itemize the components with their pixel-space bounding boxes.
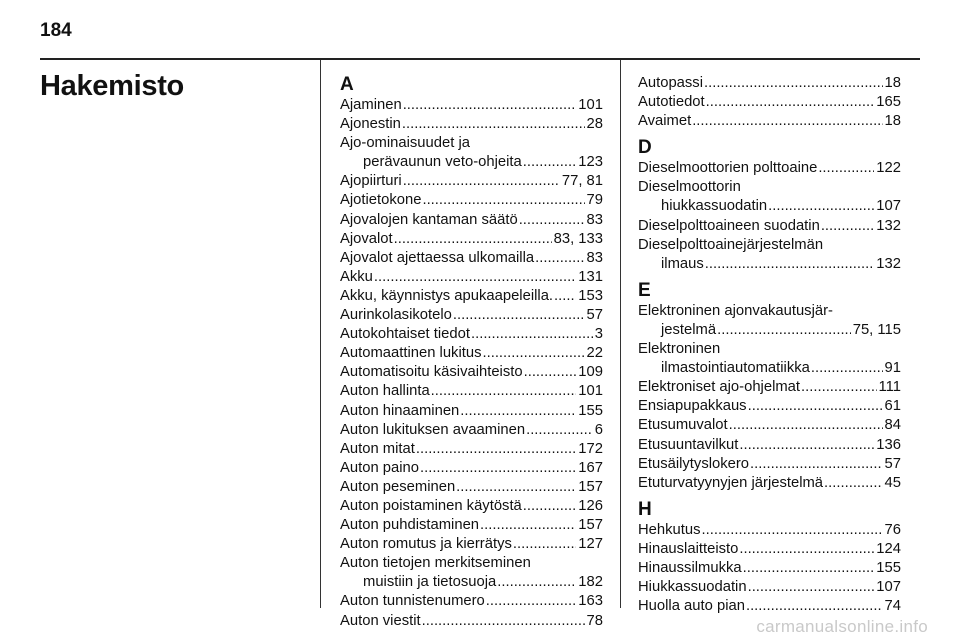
index-entry	[340, 325, 603, 344]
entry-page: 83	[586, 211, 603, 228]
index-entry	[638, 436, 901, 455]
entry-text: Ajovalot	[340, 230, 393, 247]
dot-leader	[824, 474, 882, 493]
entry-page: 167	[578, 459, 603, 476]
dot-leader	[811, 359, 883, 378]
entry-text: Huolla auto pian	[638, 598, 745, 615]
index-entry	[638, 578, 901, 597]
entry-page: 57	[884, 455, 901, 472]
entry-text: Etusuuntavilkut	[638, 436, 739, 453]
dot-leader	[471, 325, 593, 344]
entry-page: 107	[876, 198, 901, 215]
entry-line	[638, 359, 901, 378]
index-entry	[638, 302, 901, 340]
index-entry	[638, 178, 901, 216]
entry-page: 78	[586, 612, 603, 629]
dot-leader	[482, 344, 584, 363]
index-entry	[340, 249, 603, 268]
dot-leader	[497, 573, 576, 592]
entry-text: Hiukkassuodatin	[638, 579, 747, 596]
dot-leader	[456, 478, 576, 497]
entry-text: Etuturvatyynyjen järjestelmä	[638, 474, 824, 491]
dot-leader	[750, 455, 883, 474]
dot-leader	[746, 597, 883, 616]
entry-text: ilmaus	[661, 255, 704, 272]
entry-line	[638, 416, 901, 435]
dot-leader	[554, 287, 576, 306]
entry-line	[340, 402, 603, 421]
entry-page: 122	[876, 160, 901, 177]
entry-text: Etusäilytyslokero	[638, 455, 750, 472]
entry-line	[340, 344, 603, 363]
entry-text: Ajotietokone	[340, 192, 422, 209]
index-entry	[340, 382, 603, 401]
entry-line	[638, 436, 901, 455]
entry-page: 6	[594, 421, 603, 438]
entry-page: 28	[586, 116, 603, 133]
entry-page: 18	[884, 113, 901, 130]
dot-leader	[460, 402, 576, 421]
index-entry	[638, 217, 901, 236]
dot-leader	[768, 197, 874, 216]
entry-line	[340, 363, 603, 382]
entry-line	[638, 321, 901, 340]
index-entry	[340, 96, 603, 115]
dot-leader	[748, 578, 875, 597]
entry-text: Dieselmoottorien polttoaine	[638, 160, 818, 177]
entry-line	[638, 559, 901, 578]
entry-line	[340, 592, 603, 611]
entry-text: Hinaussilmukka	[638, 559, 742, 576]
entry-line	[638, 578, 901, 597]
entry-page: 132	[876, 217, 901, 234]
index-entry	[638, 540, 901, 559]
dot-leader	[729, 416, 883, 435]
index-entry	[638, 112, 901, 131]
index-entry	[638, 74, 901, 93]
entry-line	[638, 159, 901, 178]
entry-line	[340, 249, 603, 268]
dot-leader	[535, 249, 584, 268]
entry-page: 157	[578, 478, 603, 495]
index-entry	[340, 612, 603, 631]
entry-line	[340, 211, 603, 230]
dot-leader	[717, 321, 851, 340]
entry-line	[340, 459, 603, 478]
entry-text: Auton lukituksen avaaminen	[340, 421, 526, 438]
dot-leader	[403, 96, 577, 115]
entry-line	[638, 455, 901, 474]
entry-page: 57	[586, 307, 603, 324]
watermark: carmanualsonline.info	[756, 617, 928, 636]
entry-line	[638, 540, 901, 559]
entry-line	[340, 230, 603, 249]
entry-line	[340, 96, 603, 115]
entry-page: 101	[578, 383, 603, 400]
dot-leader	[402, 115, 585, 134]
entry-heading: Ajo-ominaisuudet ja	[340, 135, 470, 152]
entry-line	[340, 516, 603, 535]
entry-line	[638, 74, 901, 93]
entry-text: Autotiedot	[638, 94, 705, 111]
section-letter: A	[340, 74, 354, 95]
entry-text: Autokohtaiset tiedot	[340, 326, 470, 343]
entry-text: Auton poistaminen käytöstä	[340, 497, 522, 514]
dot-leader	[431, 382, 577, 401]
entry-page: 126	[578, 497, 603, 514]
dot-leader	[705, 255, 875, 274]
entry-line	[638, 397, 901, 416]
entry-line	[638, 197, 901, 216]
entry-text: Auton hallinta	[340, 383, 430, 400]
entry-line	[340, 172, 603, 191]
index-column-2	[638, 74, 901, 616]
entry-text: Hinauslaitteisto	[638, 540, 739, 557]
index-entry	[340, 402, 603, 421]
entry-page: 131	[578, 268, 603, 285]
entry-page: 163	[578, 593, 603, 610]
entry-text: Autopassi	[638, 75, 703, 91]
entry-line	[340, 440, 603, 459]
entry-line	[340, 325, 603, 344]
index-entry	[340, 211, 603, 230]
index-entry	[638, 340, 901, 378]
entry-text: Auton tunnistenumero	[340, 593, 485, 610]
entry-heading: Auton tietojen merkitseminen	[340, 555, 531, 572]
entry-page: 84	[884, 417, 901, 434]
entry-page: 127	[578, 536, 603, 553]
entry-text: Akku, käynnistys apukaapeleilla.	[340, 287, 554, 304]
dot-leader	[519, 211, 585, 230]
index-entry	[340, 592, 603, 611]
dot-leader	[748, 397, 883, 416]
index-entry	[340, 497, 603, 516]
dot-leader	[416, 440, 576, 459]
dot-leader	[801, 378, 876, 397]
entry-text: Auton hinaaminen	[340, 402, 460, 419]
entry-line	[340, 612, 603, 631]
entry-line	[638, 378, 901, 397]
entry-text: Akku	[340, 268, 373, 285]
dot-leader	[453, 306, 585, 325]
entry-text: Etusumuvalot	[638, 417, 728, 434]
index-entry	[340, 363, 603, 382]
index-entry	[638, 93, 901, 112]
entry-line	[638, 597, 901, 616]
entry-text: Avaimet	[638, 113, 692, 130]
entry-page: 18	[884, 75, 901, 91]
entry-text: Ajovalot ajettaessa ulkomailla	[340, 249, 535, 266]
entry-page: 74	[884, 598, 901, 615]
entry-page: 165	[876, 94, 901, 111]
entry-page: 61	[884, 398, 901, 415]
index-entry	[340, 268, 603, 287]
entry-text: Aurinkolasikotelo	[340, 307, 452, 324]
entry-page: 107	[876, 579, 901, 596]
entry-text: Ajonestin	[340, 116, 401, 133]
dot-leader	[526, 421, 593, 440]
index-entry	[638, 474, 901, 493]
section-letter: H	[638, 498, 652, 520]
entry-line	[340, 268, 603, 287]
entry-text: Ajopiirturi	[340, 173, 402, 190]
entry-text: Auton puhdistaminen	[340, 517, 480, 534]
index-entry	[638, 236, 901, 274]
entry-text: Auton peseminen	[340, 478, 456, 495]
dot-leader	[706, 93, 875, 112]
entry-text: Auton paino	[340, 459, 419, 476]
index-entry	[340, 287, 603, 306]
entry-line	[638, 521, 901, 540]
entry-line	[340, 306, 603, 325]
entry-heading: Elektroninen ajonvakautusjär-	[638, 302, 833, 319]
index-entry	[340, 191, 603, 210]
dot-leader	[422, 612, 585, 631]
index-entry	[340, 421, 603, 440]
entry-text: perävaunun veto-ohjeita	[363, 154, 522, 171]
entry-page: 157	[578, 517, 603, 534]
entry-page: 76	[884, 521, 901, 538]
entry-text: Ajaminen	[340, 97, 402, 113]
entry-line	[340, 478, 603, 497]
entry-page: 109	[578, 364, 603, 381]
entry-text: Ensiapupakkaus	[638, 398, 747, 415]
dot-leader	[739, 436, 874, 455]
entry-page: 101	[578, 97, 603, 113]
index-entry	[340, 459, 603, 478]
entry-line	[340, 421, 603, 440]
entry-line	[340, 382, 603, 401]
entry-page: 124	[876, 540, 901, 557]
entry-page: 123	[578, 154, 603, 171]
dot-leader	[420, 459, 576, 478]
dot-leader	[374, 268, 576, 287]
index-entry	[340, 306, 603, 325]
entry-page: 155	[876, 559, 901, 576]
entry-line	[340, 535, 603, 554]
index-entry	[340, 535, 603, 554]
dot-leader	[692, 112, 882, 131]
dot-leader	[403, 172, 560, 191]
entry-text: Dieselpolttoaineen suodatin	[638, 217, 820, 234]
dot-leader	[513, 535, 576, 554]
entry-text: Elektroniset ajo-ohjelmat	[638, 379, 801, 396]
index-entry	[340, 554, 603, 592]
dot-leader	[523, 497, 577, 516]
section-letter: D	[638, 137, 652, 159]
index-entry	[340, 478, 603, 497]
entry-page: 83	[586, 249, 603, 266]
entry-line	[340, 497, 603, 516]
entry-page: 132	[876, 255, 901, 272]
dot-leader	[821, 217, 874, 236]
entry-page: 3	[594, 326, 603, 343]
entry-line	[340, 115, 603, 134]
header-rule	[40, 58, 920, 60]
dot-leader	[704, 74, 883, 93]
index-entry	[340, 344, 603, 363]
entry-text: Hehkutus	[638, 521, 701, 538]
dot-leader	[480, 516, 576, 535]
index-entry	[340, 440, 603, 459]
index-column-1	[340, 74, 603, 631]
entry-page: 155	[578, 402, 603, 419]
page-number: 184	[40, 20, 72, 41]
dot-leader	[523, 153, 577, 172]
entry-text: Auton mitat	[340, 440, 415, 457]
entry-text: jestelmä	[661, 321, 717, 338]
index-entry	[638, 397, 901, 416]
entry-text: Automatisoitu käsivaihteisto	[340, 364, 523, 381]
dot-leader	[394, 230, 552, 249]
entry-heading: Elektroninen	[638, 341, 721, 358]
entry-line	[340, 153, 603, 172]
entry-heading: Dieselmoottorin	[638, 179, 741, 196]
index-entry	[340, 516, 603, 535]
entry-line	[638, 217, 901, 236]
entry-text: Ajovalojen kantaman säätö	[340, 211, 518, 228]
entry-text: hiukkassuodatin	[661, 198, 768, 215]
section-letter: E	[638, 279, 651, 301]
column-divider-left	[320, 60, 321, 608]
entry-page: 83, 133	[553, 230, 603, 247]
index-entry	[638, 159, 901, 178]
entry-line	[340, 287, 603, 306]
dot-leader	[818, 159, 874, 178]
index-entry	[638, 455, 901, 474]
entry-page: 22	[586, 345, 603, 362]
entry-line	[638, 93, 901, 112]
entry-page: 111	[878, 379, 901, 396]
entry-text: Automaattinen lukitus	[340, 345, 482, 362]
entry-line	[638, 474, 901, 493]
entry-page: 77, 81	[561, 173, 603, 190]
column-divider-right	[620, 60, 621, 608]
index-entry	[340, 134, 603, 172]
entry-line	[340, 191, 603, 210]
entry-heading: Dieselpolttoainejärjestelmän	[638, 236, 824, 253]
entry-page: 79	[586, 192, 603, 209]
entry-line	[638, 255, 901, 274]
dot-leader	[422, 191, 584, 210]
index-entry	[638, 559, 901, 578]
index-entry	[638, 378, 901, 397]
index-entry	[340, 230, 603, 249]
entry-text: muistiin ja tietosuoja	[363, 574, 497, 591]
index-entry	[340, 172, 603, 191]
entry-text: Auton romutus ja kierrätys	[340, 536, 512, 553]
entry-text: ilmastointiautomatiikka	[661, 360, 810, 377]
entry-line	[638, 112, 901, 131]
index-entry	[638, 416, 901, 435]
entry-page: 45	[884, 474, 901, 491]
dot-leader	[702, 521, 883, 540]
index-title: Hakemisto	[40, 70, 184, 102]
dot-leader	[743, 559, 875, 578]
entry-page: 153	[578, 287, 603, 304]
entry-line	[340, 573, 603, 592]
dot-leader	[524, 363, 577, 382]
entry-page: 136	[876, 436, 901, 453]
dot-leader	[739, 540, 874, 559]
entry-page: 91	[884, 360, 901, 377]
index-entry	[340, 115, 603, 134]
index-entry	[638, 521, 901, 540]
entry-page: 182	[578, 574, 603, 591]
dot-leader	[486, 592, 577, 611]
entry-text: Auton viestit	[340, 612, 421, 629]
entry-page: 75, 115	[852, 321, 901, 338]
index-entry	[638, 597, 901, 616]
entry-page: 172	[578, 440, 603, 457]
